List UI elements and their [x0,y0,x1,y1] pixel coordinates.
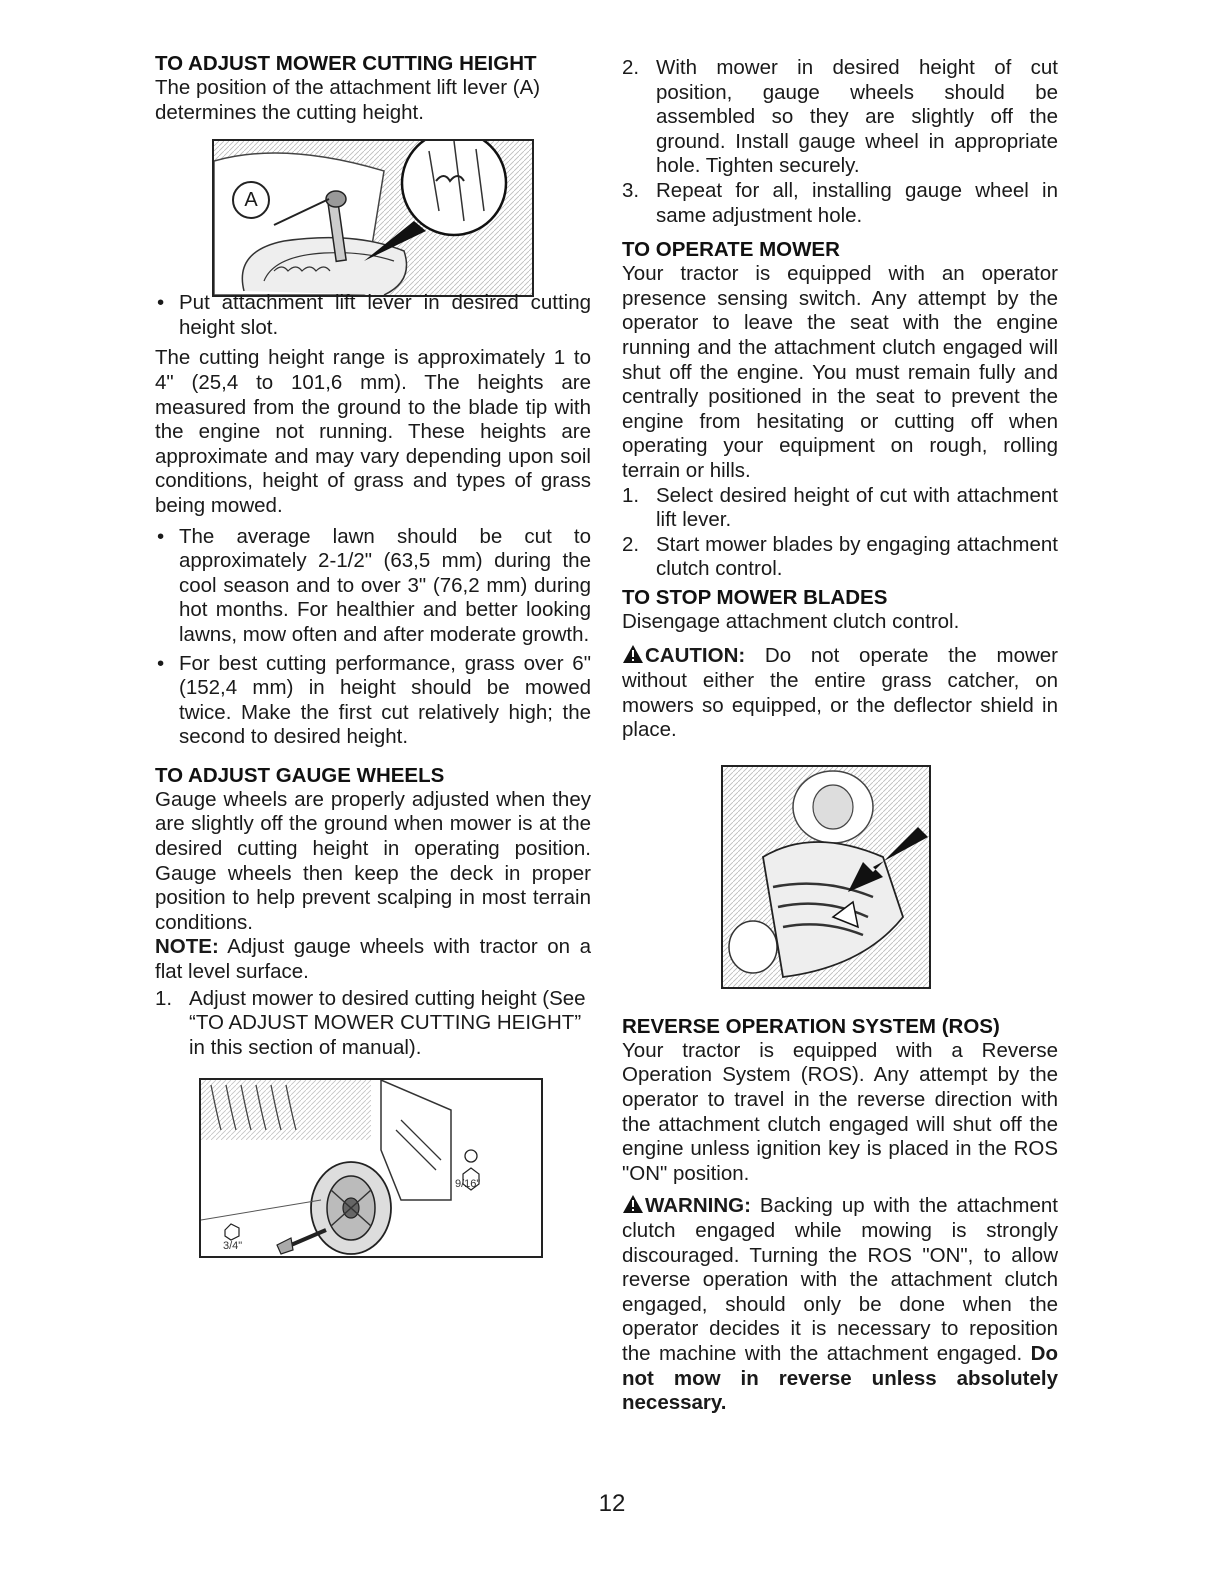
operate-step-2: 2. Start mower blades by engaging attachment clutch control. [622,532,1058,581]
gauge-wheels-heading: TO ADJUST GAUGE WHEELS [155,763,445,787]
adjust-height-intro: The position of the attachment lift lever (A) determines the cutting height. [155,76,541,124]
operate-mower-intro: Your tractor is equipped with an operator presence sensing switch. Any attempt by the operator to leave the seat with the engine running and the attachment clutch engaged will shut off the engine. You must remain fully and centrally positioned in the seat to prevent the engine from hesitating or cutting off when operating your equipment on rough, rolling terrain or hills. [622,262,1058,482]
gauge-step-3: 3. Repeat for all, installing gauge wheel in same adjustment hole. [622,178,1058,227]
bullet-average-lawn: • The average lawn should be cut to approximately 2-1/2" (63,5 mm) during the cool season and to over 3" (76,2 mm) during hot months. For healthier and better looking lawns, mow often and after moderate growth. [157,524,591,646]
warning-bold-text: Do not mow in reverse unless absolutely necessary. [622,1341,1058,1415]
gauge-step-2: 2. With mower in desired height of cut position, gauge wheels should be assembled so they are slightly off the ground. Install gauge wheel in appropriate hole. Tighten securely. [622,56,1058,178]
cutting-range-text: The cutting height range is approximately 1 to 4" (25,4 to 101,6 mm). The heights are measured from the ground to the blade tip with the engine not running. These heights are approximate and may vary depending upon soil conditions, height of grass and types of grass being mowed. [155,346,591,517]
gauge-wheels-intro: Gauge wheels are properly adjusted when they are slightly off the ground when mower is at the desired cutting height in operating position. Gauge wheels then keep the deck in proper position to help prevent scalping in most terrain conditions. [155,787,591,934]
gauge-wheel-figure [199,1078,543,1258]
bullet-best-performance: • For best cutting performance, grass over 6" (152,4 mm) in height should be mowed twice. Make the first cut relatively high; the second to desired height. [157,651,591,749]
deflector-shield-illustration [723,767,929,987]
bullet-lift-lever: • Put attachment lift lever in desired cutting height slot. [157,291,591,339]
operate-mower-heading: TO OPERATE MOWER [622,238,840,262]
stop-blades-text: Disengage attachment clutch control. [622,609,960,633]
deflector-shield-figure [721,765,931,989]
figure-label-a: A [232,181,270,219]
ros-heading: REVERSE OPERATION SYSTEM (ROS) [622,1014,1000,1038]
right-column [622,56,1058,1416]
lift-lever-illustration [214,141,532,295]
operate-step-1: 1. Select desired height of cut with attachment lift lever. [622,483,1058,532]
warning-triangle-icon [622,644,644,664]
warning-label: WARNING: [645,1194,751,1218]
wrench-size-34-label: 3/4" [223,1240,243,1253]
caution-label: CAUTION: [645,644,746,668]
caution-paragraph: CAUTION: Do not operate the mower without either the entire grass catcher, on mowers so equipped, or the deflector shield in place. [622,644,1058,742]
adjust-height-heading: TO ADJUST MOWER CUTTING HEIGHT [155,52,537,75]
ros-text: Your tractor is equipped with a Reverse Operation System (ROS). Any attempt by the operator to travel in the reverse direction with the attachment clutch engaged will shut off the engine unless ignition key is placed in the ROS "ON" position. [622,1038,1058,1185]
warning-triangle-icon [622,1194,644,1214]
lift-lever-figure [212,139,534,297]
left-column [155,52,591,1258]
gauge-wheel-illustration [201,1080,541,1256]
page-number: 12 [598,1490,626,1517]
gauge-wheels-note: NOTE: Adjust gauge wheels with tractor on a flat level surface. [155,935,591,984]
wrench-size-916-label: 9/16" [455,1178,481,1191]
note-label: NOTE: [155,935,219,959]
warning-paragraph: WARNING: Backing up with the attachment clutch engaged while mowing is strongly discouraged. Turning the ROS "ON", to allow reverse operation with the attachment clutch engaged, should only be done when the operator decides it is necessary to reposition the machine with the attachment engaged. Do not mow in reverse unless absolutely necessary. [622,1194,1058,1415]
gauge-step-1: 1. Adjust mower to desired cutting height (See “TO ADJUST MOWER CUTTING HEIGHT” in this section of manual). [155,986,586,1059]
stop-blades-heading: TO STOP MOWER BLADES [622,585,888,609]
